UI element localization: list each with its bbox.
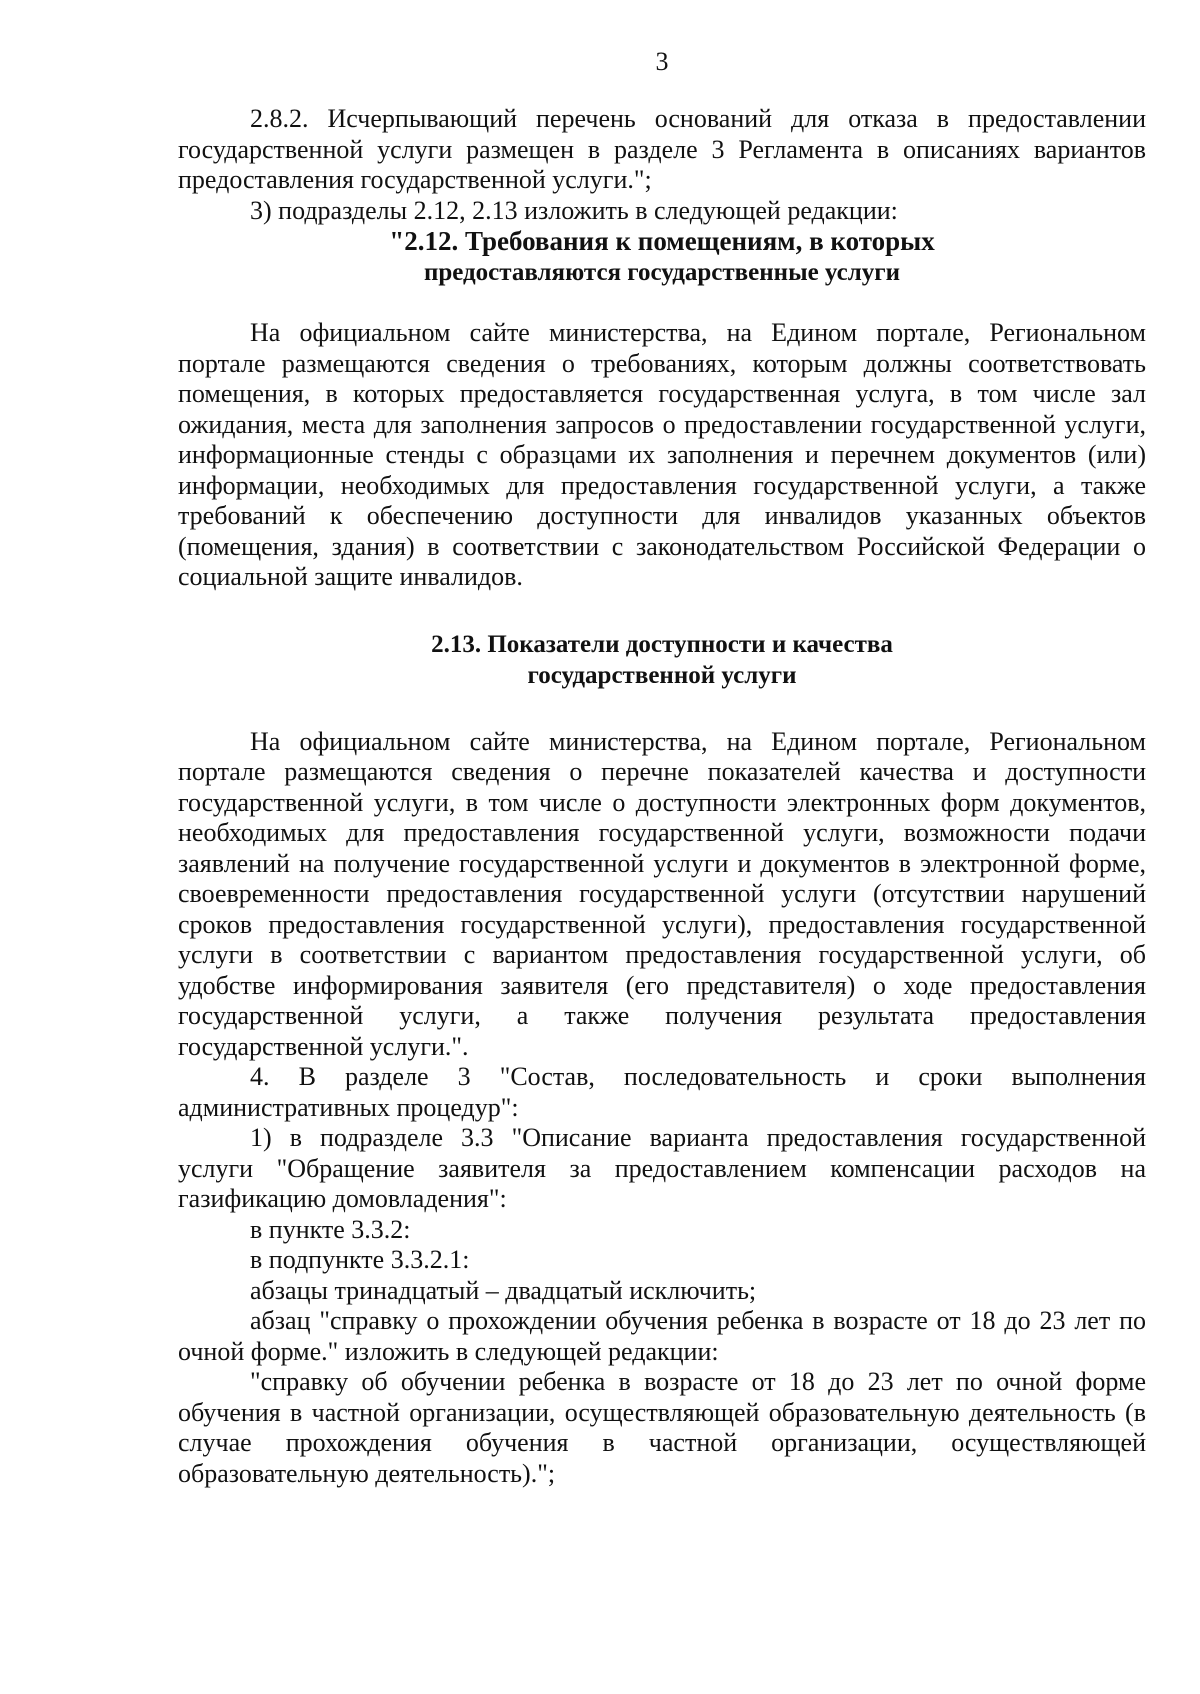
heading-2-12-line2: предоставляются государственные услуги	[423, 259, 901, 286]
spacer	[178, 288, 1146, 318]
paragraph-subitem-3-3-2-1: в подпункте 3.3.2.1:	[250, 1245, 470, 1274]
paragraph-abzac-spravka: абзац "справку о прохождении обучения ребенка в возрасте от 18 до 23 лет по очной форме." изложить в следующей редакции:	[178, 1306, 1146, 1366]
heading-2-13-line2: государственной услуги	[527, 661, 797, 689]
heading-2-12-line1: "2.12. Требования к помещениям, в которых	[389, 226, 935, 256]
paragraph-exclude-abzacy: абзацы тринадцатый – двадцатый исключить;	[250, 1275, 757, 1305]
paragraph-accessibility-indicators: На официальном сайте министерства, на Едином портале, Региональном портале размещаются сведения о перечне показателей качества и доступности государственной услуги, в том числе о доступности электронных форм документов, необходимых для предоставления государственной услуги, возможности подачи заявлений на получение государственной услуги и документов в электронной форме, своевременности предоставления государственной услуги (отсутствии нарушений сроков предоставления государственной услуги), предоставления государственной услуги в соответствии с вариантом предоставления государственной услуги, об удобстве информирования заявителя (его представителя) о ходе предоставления государственной услуги, а также получения результата предоставления государственной услуги.".	[178, 726, 1146, 1061]
paragraph-subsections-2-12-2-13: 3) подразделы 2.12, 2.13 изложить в следующей редакции:	[250, 195, 898, 225]
heading-2-13-line1: 2.13. Показатели доступности и качества	[431, 630, 893, 658]
spacer	[178, 691, 1146, 727]
paragraph-item-3-3-2: в пункте 3.3.2:	[250, 1214, 411, 1244]
paragraph-new-spravka: "справку об обучении ребенка в возрасте от 18 до 23 лет по очной форме обучения в частной организации, осуществляющей образовательную деятельность (в случае прохождения обучения в частной организации, осуществляющей образовательную деятельность).";	[178, 1367, 1146, 1488]
spacer	[178, 593, 1146, 629]
paragraph-section-3: 4. В разделе 3 "Состав, последовательность и сроки выполнения административных процедур":	[178, 1062, 1146, 1122]
document-page	[178, 40, 1146, 1489]
paragraph-premises-requirements: На официальном сайте министерства, на Едином портале, Региональном портале размещаются сведения о требованиях, которым должны соответствовать помещения, в которых предоставляется государственная услуга, в том числе зал ожидания, места для заполнения запросов о предоставлении государственной услуги, информационные стенды с образцами их заполнения и перечнем документов (или) информации, необходимых для предоставления государственной услуги, а также требований к обеспечению доступности для инвалидов указанных объектов (помещения, здания) в соответствии с законодательством Российской Федерации о социальной защите инвалидов.	[178, 318, 1146, 591]
paragraph-2-8-2: 2.8.2. Исчерпывающий перечень оснований для отказа в предоставлении государственной услуги размещен в разделе 3 Регламента в описаниях вариантов предоставления государственной услуги.";	[178, 104, 1146, 194]
page-number: 3	[655, 47, 669, 76]
paragraph-subsection-3-3: 1) в подразделе 3.3 "Описание варианта предоставления государственной услуги "Обращение заявителя за предоставлением компенсации расходов на газификацию домовладения":	[178, 1123, 1146, 1213]
